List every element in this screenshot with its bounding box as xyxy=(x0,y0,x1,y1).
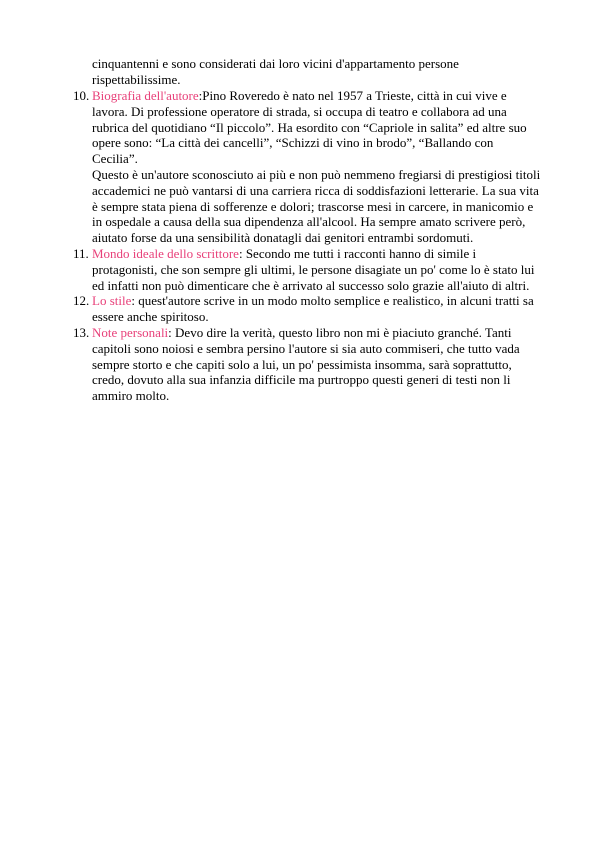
list-item-stile xyxy=(0,293,542,325)
item-extra-paragraph: Questo è un'autore sconosciuto ai più e non può nemmeno fregiarsi di prestigiosi titoli accademici ne può vantarsi di una carriera ricca di soddisfazioni letterarie. La sua vita è sempre stata piena di sofferenze e dolori; trascorse mesi in carcere, in manicomio e in ospedale a causa della sua dipendenza all'alcool. Ha sempre amato scrivere però, aiutato forse da una sensibilità donatagli dai genitori entrambi sordomuti. xyxy=(92,166,541,246)
item-number: 11. xyxy=(73,245,89,261)
item-body: Secondo me tutti i racconti hanno di simile i protagonisti, che son sempre gli ultimi, le persone disagiate un po' come lo è stato lui ed infatti non può dimenticare che è arrivato al successo solo grazie all'aiuto di altri. xyxy=(92,245,535,293)
item-number: 10. xyxy=(73,88,90,103)
numbered-list xyxy=(0,88,596,404)
item-body: Devo dire la verità, questo libro non mi è piaciuto granché. Tanti capitoli sono noiosi e sembra persino l'autore si sia auto commiseri, che tutto vada sempre storto e che capiti solo a lui, un po' pessimista insomma, sarà soprattutto, credo, dovuto alla sua infanzia difficile ma purtroppo questi generi di testi non li ammiro molto. xyxy=(92,324,520,404)
item-paragraph xyxy=(92,293,542,325)
section-heading: Mondo ideale dello scrittore xyxy=(92,245,239,261)
item-body: Pino Roveredo è nato nel 1957 a Trieste, città in cui vive e lavora. Di professione operatore di strada, si occupa di teatro e collabora ad una rubrica del quotidiano “Il piccolo”. Ha esordito con “Capriole in salita” ed altre suo opere sono: “La città dei cancelli”, “Schizzi di vino in brodo”, “Ballando con Cecilia”. xyxy=(92,88,527,167)
item-paragraph xyxy=(92,246,542,293)
intro-paragraph: cinquantenni e sono considerati dai loro vicini d'appartamento persone rispettabilissime. xyxy=(92,56,459,87)
item-paragraph xyxy=(92,325,542,404)
heading-separator: : xyxy=(198,88,203,103)
item-number: 13. xyxy=(73,324,90,340)
section-heading: Biografia dell'autore xyxy=(92,88,199,103)
heading-separator: : xyxy=(168,324,176,340)
item-body: quest'autore scrive in un modo molto semplice e realistico, in alcuni tratti sa essere anche spiritoso. xyxy=(92,293,534,325)
section-heading: Note personali xyxy=(92,324,169,340)
item-number: 12. xyxy=(73,293,90,309)
list-item-note-personali xyxy=(0,325,542,404)
heading-separator: : xyxy=(131,293,139,309)
list-item-biografia xyxy=(0,88,542,246)
item-paragraph xyxy=(92,88,542,167)
list-item-mondo-ideale xyxy=(0,246,542,293)
section-heading: Lo stile xyxy=(92,293,132,309)
heading-separator: : xyxy=(238,245,246,261)
